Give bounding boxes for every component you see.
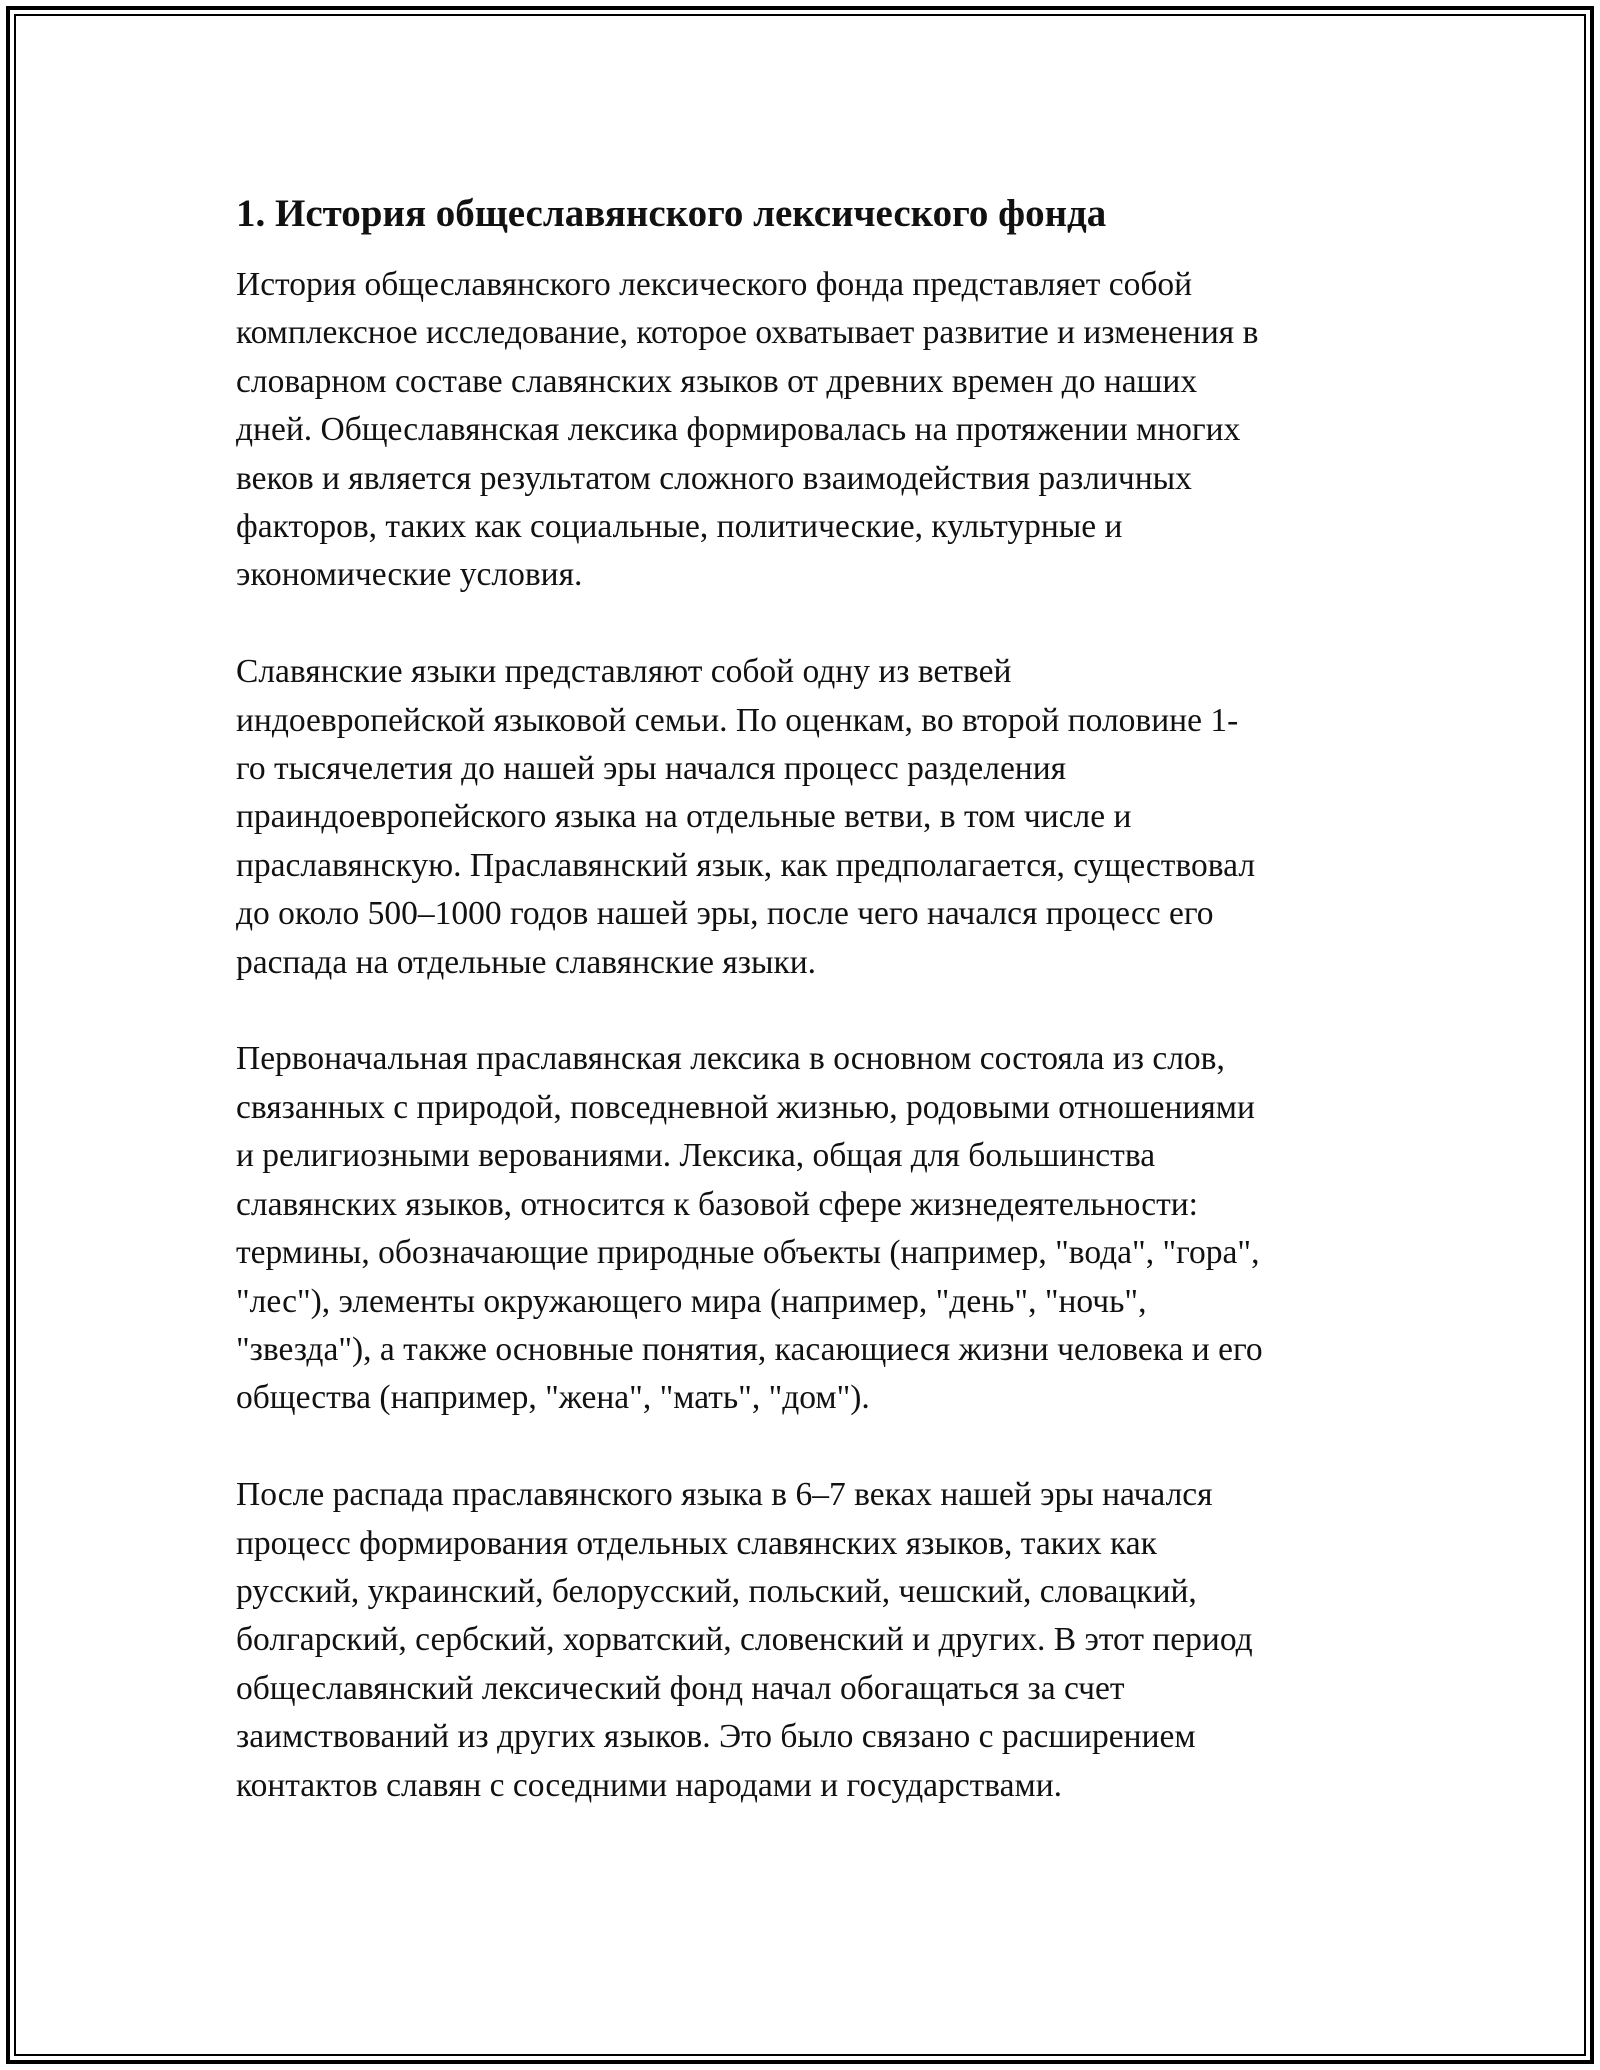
paragraph-1: История общеславянского лексического фонда представляет собой комплексное исследование, которое охватывает развитие и изменения в словарном составе славянских языков от древних времен до наших дней. Общеславянская лексика формировалась на протяжении многих веков и является результатом сложного взаимодействия различных факторов, таких как социальные, политические, культурные и экономические условия. <box>236 266 1259 594</box>
paragraph-4: После распада праславянского языка в 6–7 веках нашей эры начался процесс формирования отдельных славянских языков, таких как русский, украинский, белорусский, польский, чешский, словацкий, болгарский, сербский, хорватский, словенский и других. В этот период общеславянский лексический фонд начал обогащаться за счет заимствований из других языков. Это было связано с расширением контактов славян с соседними народами и государствами. <box>236 1476 1253 1804</box>
paragraph-3: Первоначальная праславянская лексика в основном состояла из слов, связанных с природой, повседневной жизнью, родовыми отношениями и религиозными верованиями. Лексика, общая для большинства славянских языков, относится к базовой сфере жизнедеятельности: термины, обозначающие природные объекты (например, "вода", "гора", "лес"), элементы окружающего мира (например, "день", "ночь", "звезда"), а также основные понятия, касающиеся жизни человека и его общества (например, "жена", "мать", "дом"). <box>236 1040 1263 1417</box>
section-heading: 1. История общеславянского лексического фонда <box>236 192 1107 235</box>
paragraph-2: Славянские языки представляют собой одну из ветвей индоевропейской языковой семьи. По оценкам, во второй половине 1- го тысячелетия до нашей эры начался процесс разделения праиндоевропейского языка на отдельные ветви, в том числе и праславянскую. Праславянский язык, как предполагается, существовал до около 500–1000 годов нашей эры, после чего начался процесс его распада на отдельные славянские языки. <box>236 653 1256 981</box>
document-body <box>236 185 1376 1858</box>
